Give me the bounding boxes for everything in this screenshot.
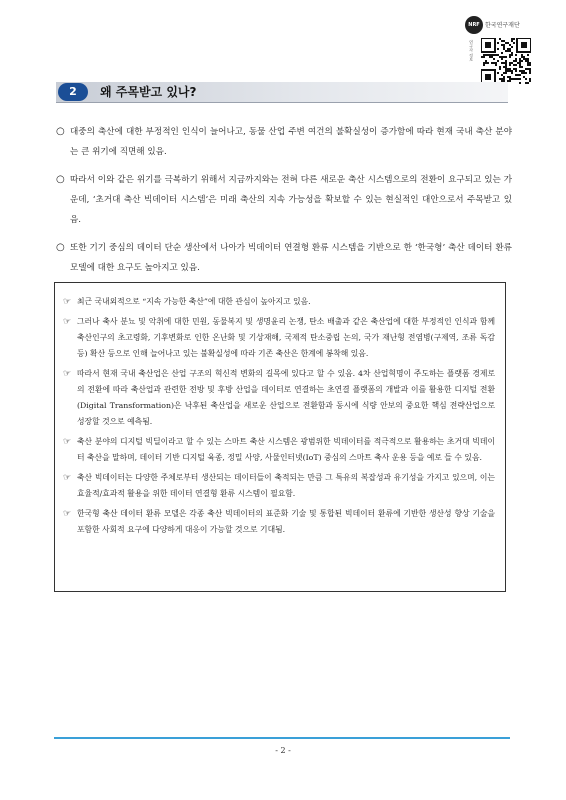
bullet-item	[56, 170, 512, 230]
bullet-item	[56, 122, 512, 162]
info-item	[63, 434, 495, 466]
section-number-badge: 2	[58, 83, 88, 101]
info-box	[54, 282, 506, 592]
bullet-item	[56, 238, 512, 278]
info-text: 축산 분야의 디지털 빅딜이라고 할 수 있는 스마트 축산 시스템은 광범위한 빅데이터를 적극적으로 활용하는 초거대 빅데이터 축산을 말하며, 데이터 기반 디지털 육종, 정밀 사양, 사물인터넷(IoT) 중심의 스마트 축사 운용 등을 예로 들 수 있음.	[77, 437, 495, 462]
info-text: 그러나 축사 분뇨 및 악취에 대한 민원, 동물복지 및 생명윤리 논쟁, 탄소 배출과 같은 축산업에 대한 부정적인 인식과 함께 축산인구의 초고령화, 기후변화로 인한 온난화 및 기상재해, 국제적 탄소중립 논의, 국가 재난형 전염병(구제역, 조류 독감 등) 확산 등으로 인해 늘어나고 있는 불확실성에 따라 기존 축산은 한계에 봉착해 있음.	[77, 317, 495, 358]
pointing-hand-icon: ☞	[63, 437, 72, 447]
info-text: 한국형 축산 데이터 환류 모델은 각종 축산 빅데이터의 표준화 기술 및 통합된 빅데이터 환류에 기반한 생산성 향상 기술을 포함한 사회적 요구에 다양하게 대응이 가능할 것으로 기대됨.	[77, 509, 495, 534]
section-title: 왜 주목받고 있나?	[100, 85, 197, 99]
info-item	[63, 294, 495, 310]
circle-bullet-icon: ○	[56, 126, 65, 137]
bullet-text: 또한 기기 중심의 데이터 단순 생산에서 나아가 빅데이터 연결형 환류 시스템을 기반으로 한 ‘한국형’ 축산 데이터 환류 모델에 대한 요구도 높아지고 있음.	[70, 243, 512, 273]
logo-vertical-label: 연구자 정보	[469, 40, 474, 62]
info-text: 따라서 현재 국내 축산업은 산업 구조의 혁신적 변화의 길목에 있다고 할 수 있음. 4차 산업혁명이 주도하는 플랫폼 경제로의 전환에 따라 축산업과 관련한 전방 및 후방 산업을 데이터로 연결하는 초연결 플랫폼의 개발과 이를 활용한 디지털 전환(Digital Transformation)은 낙후된 축산업을 새로운 산업으로 전환함과 동시에 식량 안보의 중요한 핵심 전략산업으로 성장할 것으로 예측됨.	[77, 369, 495, 426]
circle-bullet-icon: ○	[56, 174, 65, 185]
info-item	[63, 366, 495, 430]
pointing-hand-icon: ☞	[63, 369, 72, 379]
org-name: 한국연구재단	[485, 22, 520, 29]
pointing-hand-icon: ☞	[63, 297, 72, 307]
nrf-logo-icon: NRF	[465, 16, 483, 34]
bullet-text: 따라서 이와 같은 위기를 극복하기 위해서 지금까지와는 전혀 다른 새로운 축산 시스템으로의 전환이 요구되고 있는 가운데, ‘초거대 축산 빅데이터 시스템’은 미래 축산의 지속 가능성을 확보할 수 있는 현실적인 대안으로서 주목받고 있음.	[70, 175, 512, 225]
pointing-hand-icon: ☞	[63, 473, 72, 483]
qr-code-icon[interactable]	[481, 38, 531, 84]
footer-divider	[54, 737, 510, 739]
pointing-hand-icon: ☞	[63, 509, 72, 519]
bullet-list	[56, 122, 512, 286]
info-item	[63, 470, 495, 502]
info-item	[63, 314, 495, 362]
pointing-hand-icon: ☞	[63, 317, 72, 327]
header-logo	[465, 16, 535, 84]
section-header	[56, 82, 508, 103]
info-text: 축산 빅데이터는 다양한 주체로부터 생산되는 데이터들이 축적되는 만큼 그 특유의 복잡성과 유기성을 가지고 있으며, 이는 효율적/효과적 활용을 위한 데이터 연결형 환류 시스템이 필요함.	[77, 473, 495, 498]
info-text: 최근 국내외적으로 “지속 가능한 축산”에 대한 관심이 높아지고 있음.	[77, 297, 311, 306]
circle-bullet-icon: ○	[56, 242, 65, 253]
info-item	[63, 506, 495, 538]
page-number: - 2 -	[275, 746, 291, 755]
bullet-text: 대중의 축산에 대한 부정적인 인식이 늘어나고, 동물 산업 주변 여건의 불확실성이 증가함에 따라 현재 국내 축산 분야는 큰 위기에 직면해 있음.	[70, 127, 512, 157]
